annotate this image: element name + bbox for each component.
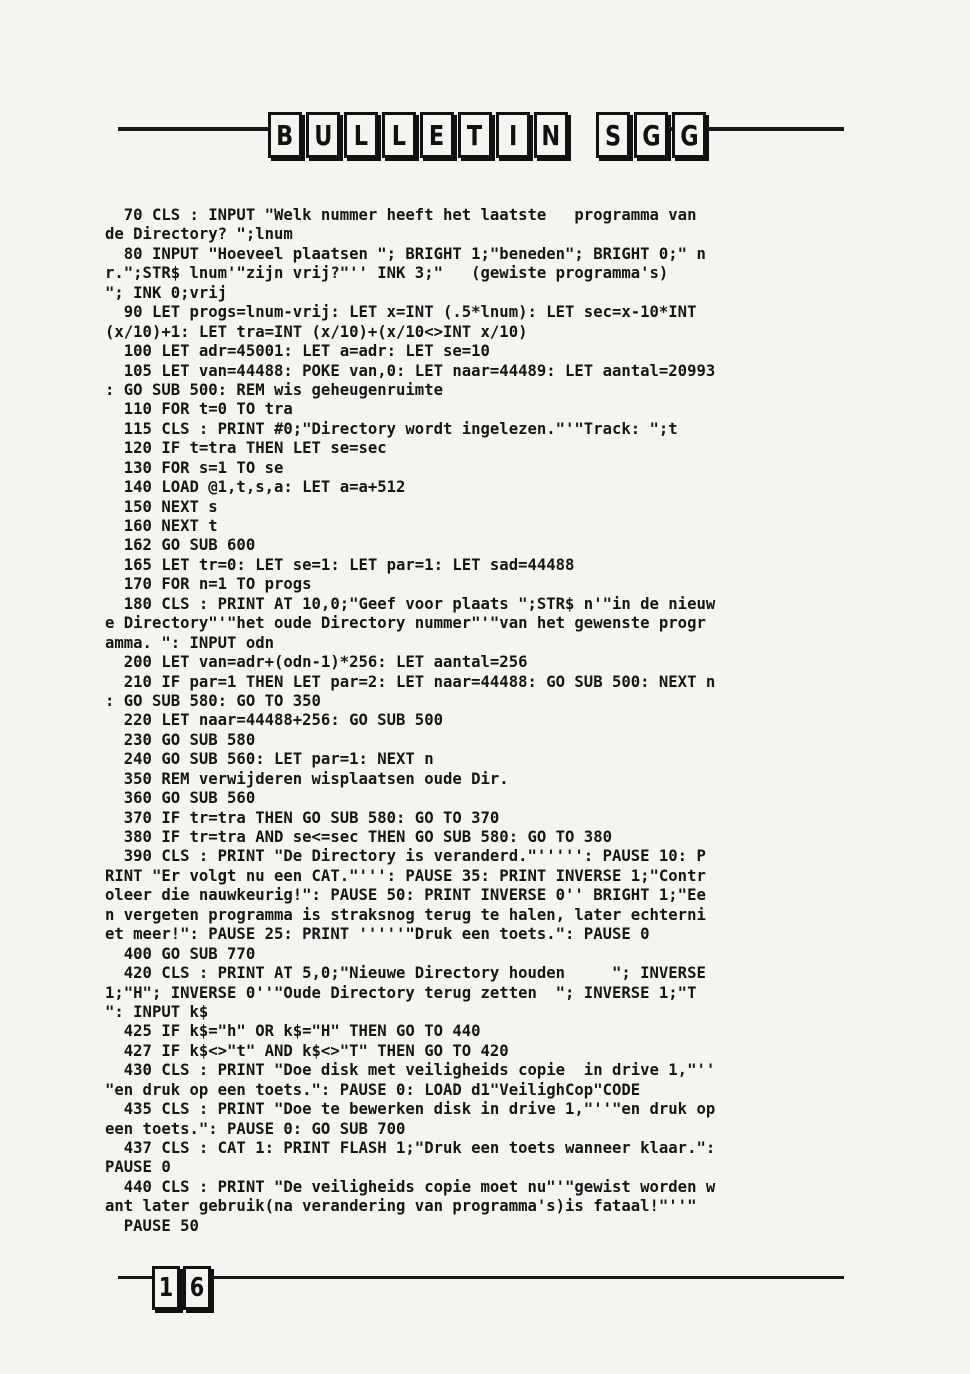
code-line: 425 IF k$="h" OR k$="H" THEN GO TO 440 (105, 1022, 481, 1041)
page-number-digit: 1 (152, 1266, 180, 1310)
code-line: 430 CLS : PRINT "Doe disk met veiligheids copie in drive 1,"'' (105, 1061, 716, 1080)
banner-letter: L (382, 112, 416, 158)
page-number-digit: 6 (183, 1266, 211, 1310)
banner-letter: E (420, 112, 454, 158)
code-line: 230 GO SUB 580 (105, 730, 256, 749)
footer-rule (118, 1276, 844, 1279)
code-line: 437 CLS : CAT 1: PRINT FLASH 1;"Druk een toets wanneer klaar.": (105, 1139, 716, 1157)
code-line: 427 IF k$<>"t" AND k$<>"T" THEN GO TO 420 (105, 1041, 509, 1060)
banner-letter: L (344, 112, 378, 158)
code-line: 435 CLS : PRINT "Doe te bewerken disk in drive 1,"''"en druk op (105, 1100, 716, 1119)
code-line: 110 FOR t=0 TO tra (105, 400, 293, 419)
code-line: 140 LOAD @1,t,s,a: LET a=a+512 (105, 478, 406, 497)
banner-letter: U (306, 112, 340, 158)
bulletin-banner (268, 112, 706, 162)
code-line: "; INK 0;vrij (105, 283, 228, 302)
code-line: ant later gebruik(na verandering van programma's)is fataal!"''" (105, 1197, 697, 1216)
code-line: e Directory"'"het oude Directory nummer"'"van het gewenste progr (105, 614, 706, 633)
code-line: 380 IF tr=tra AND se<=sec THEN GO SUB 580: GO TO 380 (105, 828, 612, 846)
banner-letter: G (672, 112, 706, 158)
code-line: 180 CLS : PRINT AT 10,0;"Geef voor plaats ";STR$ n'"in de nieuw (105, 594, 716, 613)
code-line: 360 GO SUB 560 (105, 789, 256, 808)
code-line: 420 CLS : PRINT AT 5,0;"Nieuwe Directory houden "; INVERSE (105, 964, 706, 983)
code-line: (x/10)+1: LET tra=INT (x/10)+(x/10<>INT x/10) (105, 322, 528, 341)
code-line: ": INPUT k$ (105, 1002, 209, 1021)
code-line: n vergeten programma is straksnog terug te halen, later echterni (105, 905, 706, 924)
code-line: PAUSE 0 (105, 1158, 171, 1177)
code-line: 200 LET van=adr+(odn-1)*256: LET aantal=256 (105, 653, 528, 672)
code-line: 1;"H"; INVERSE 0''"Oude Directory terug zetten "; INVERSE 1;"T (105, 983, 697, 1002)
code-line: 115 CLS : PRINT #0;"Directory wordt ingelezen."'"Track: ";t (105, 419, 678, 438)
header-rule-left (118, 127, 268, 131)
code-line: et meer!": PAUSE 25: PRINT '''''"Druk een toets.": PAUSE 0 (105, 925, 650, 944)
code-line: 162 GO SUB 600 (105, 536, 256, 555)
code-line: 390 CLS : PRINT "De Directory is veranderd."''''': PAUSE 10: P (105, 847, 706, 866)
code-line: 350 REM verwijderen wisplaatsen oude Dir. (105, 769, 509, 788)
code-line: 210 IF par=1 THEN LET par=2: LET naar=44488: GO SUB 500: NEXT n (105, 672, 716, 691)
code-line: : GO SUB 500: REM wis geheugenruimte (105, 380, 443, 399)
code-line: 240 GO SUB 560: LET par=1: NEXT n (105, 750, 434, 769)
code-line: 80 INPUT "Hoeveel plaatsen "; BRIGHT 1;"beneden"; BRIGHT 0;" n (105, 244, 706, 263)
code-line: 150 NEXT s (105, 497, 218, 516)
code-line: een toets.": PAUSE 0: GO SUB 700 (105, 1119, 406, 1138)
code-line: RINT "Er volgt nu een CAT."''': PAUSE 35: PRINT INVERSE 1;"Contr (105, 866, 706, 885)
code-line: 165 LET tr=0: LET se=1: LET par=1: LET sad=44488 (105, 555, 575, 574)
code-line: 100 LET adr=45001: LET a=adr: LET se=10 (105, 342, 490, 361)
code-line: oleer die nauwkeurig!": PAUSE 50: PRINT INVERSE 0'' BRIGHT 1;"Ee (105, 886, 706, 905)
code-line: 130 FOR s=1 TO se (105, 458, 284, 477)
banner-letter: I (496, 112, 530, 158)
banner-letter: B (268, 112, 302, 158)
basic-program-listing (105, 206, 857, 1236)
code-line: amma. ": INPUT odn (105, 633, 274, 652)
code-line: "en druk op een toets.": PAUSE 0: LOAD d1"VeilighCop"CODE (105, 1080, 641, 1099)
banner-letter: S (596, 112, 630, 158)
banner-letter: T (458, 112, 492, 158)
code-line: 105 LET van=44488: POKE van,0: LET naar=44489: LET aantal=20993 (105, 361, 716, 380)
code-line: PAUSE 50 (105, 1216, 199, 1235)
code-line: 70 CLS : INPUT "Welk nummer heeft het laatste programma van (105, 206, 697, 224)
code-line: 220 LET naar=44488+256: GO SUB 500 (105, 711, 443, 730)
code-line: de Directory? ";lnum (105, 225, 293, 244)
code-line: 120 IF t=tra THEN LET se=sec (105, 439, 387, 458)
code-line: 160 NEXT t (105, 517, 218, 535)
code-line: : GO SUB 580: GO TO 350 (105, 691, 321, 710)
code-line: r.";STR$ lnum'"zijn vrij?"'' INK 3;" (gewiste programma's) (105, 264, 669, 283)
code-line: 440 CLS : PRINT "De veiligheids copie moet nu"'"gewist worden w (105, 1177, 716, 1196)
banner-letter: N (534, 112, 568, 158)
banner-letter: G (634, 112, 668, 158)
code-line: 90 LET progs=lnum-vrij: LET x=INT (.5*lnum): LET sec=x-10*INT (105, 303, 697, 322)
code-line: 400 GO SUB 770 (105, 944, 256, 963)
code-line: 370 IF tr=tra THEN GO SUB 580: GO TO 370 (105, 808, 500, 827)
code-line: 170 FOR n=1 TO progs (105, 575, 312, 594)
page-number (152, 1266, 211, 1310)
